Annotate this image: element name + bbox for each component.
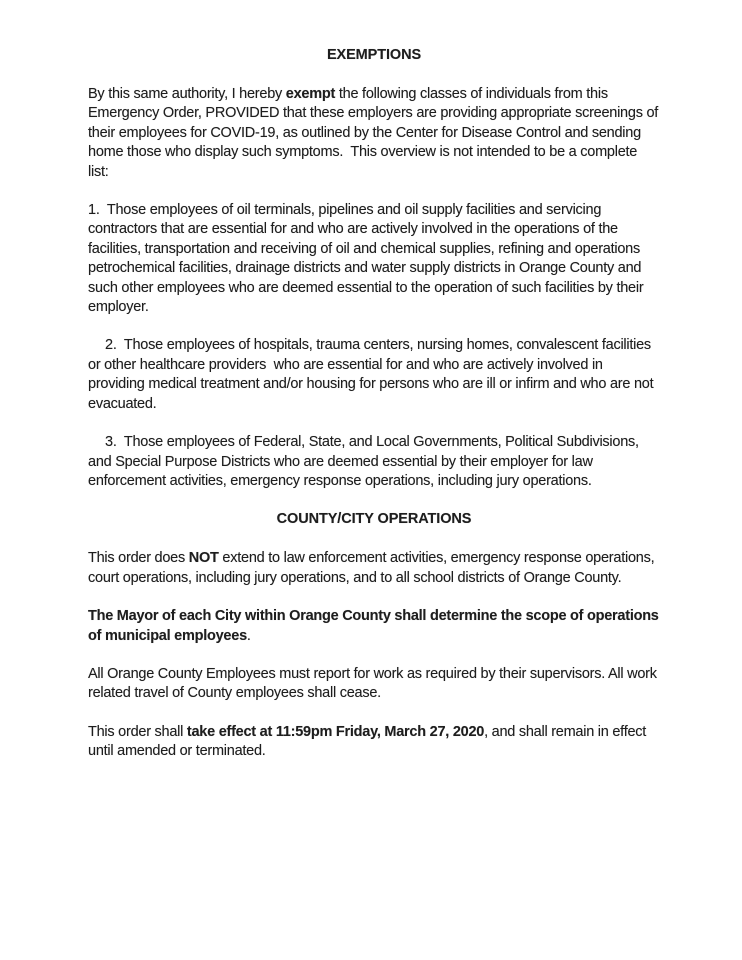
- bold-text-run: NOT: [188, 550, 219, 567]
- bold-text-run: exempt: [285, 86, 336, 102]
- paragraph: [88, 723, 660, 762]
- text-run: This order does: [88, 550, 189, 567]
- text-run: All Orange County Employees must report for work as required by their supervisors. All work related travel of County employees shall cease.: [88, 665, 661, 702]
- text-run: the following classes of individuals from this Emergency Order, PROVIDED that these employers are providing appropriate screenings of their employees for COVID-19, as outlined by the Center for Disease Control and sending home those who display such symptoms. This overview is not intended to be a complete list:: [88, 86, 662, 180]
- section-heading: COUNTY/CITY OPERATIONS: [276, 511, 472, 528]
- paragraph: [88, 336, 660, 414]
- document-body: [88, 46, 663, 762]
- paragraph: [88, 433, 660, 491]
- text-run: 3. Those employees of Federal, State, and Local Governments, Political Subdivisions, and Special Purpose Districts who are deemed essential by their employer for law enforcement activities, emergency response operations, including jury operations.: [88, 434, 643, 489]
- paragraph: [88, 201, 660, 317]
- text-run: 2. Those employees of hospitals, trauma centers, nursing homes, convalescent facilities or other healthcare providers who are essential for and who are actively involved in providing medical treatment and/or housing for persons who are ill or infirm and who are not evacuated.: [88, 337, 658, 412]
- text-run: This order shall: [88, 723, 187, 740]
- section-heading: EXEMPTIONS: [326, 47, 422, 63]
- text-run: By this same authority, I hereby: [88, 86, 286, 102]
- text-run: , and shall remain in effect until amended or terminated.: [88, 723, 650, 760]
- paragraph: [88, 85, 660, 182]
- paragraph: [88, 549, 660, 588]
- bold-text-run: take effect at 11:59pm Friday, March 27, 2020: [186, 723, 485, 740]
- text-run: extend to law enforcement activities, emergency response operations, court operations, including jury operations, and to all school districts of Orange County.: [88, 550, 659, 586]
- text-run: .: [246, 627, 251, 644]
- bold-text-run: The Mayor of each City within Orange County shall determine the scope of operations of municipal employees: [88, 608, 663, 644]
- paragraph: [88, 607, 663, 646]
- paragraph: [88, 665, 660, 704]
- text-run: 1. Those employees of oil terminals, pipelines and oil supply facilities and servicing contractors that are essential for and who are actively involved in the operations of the facilities, transportation and receiving of oil and chemical supplies, refining and operations petrochemical facilities, drainage districts and water supply districts in Orange County and such other employees who are deemed essential to the operation of such facilities by their employer.: [88, 202, 648, 316]
